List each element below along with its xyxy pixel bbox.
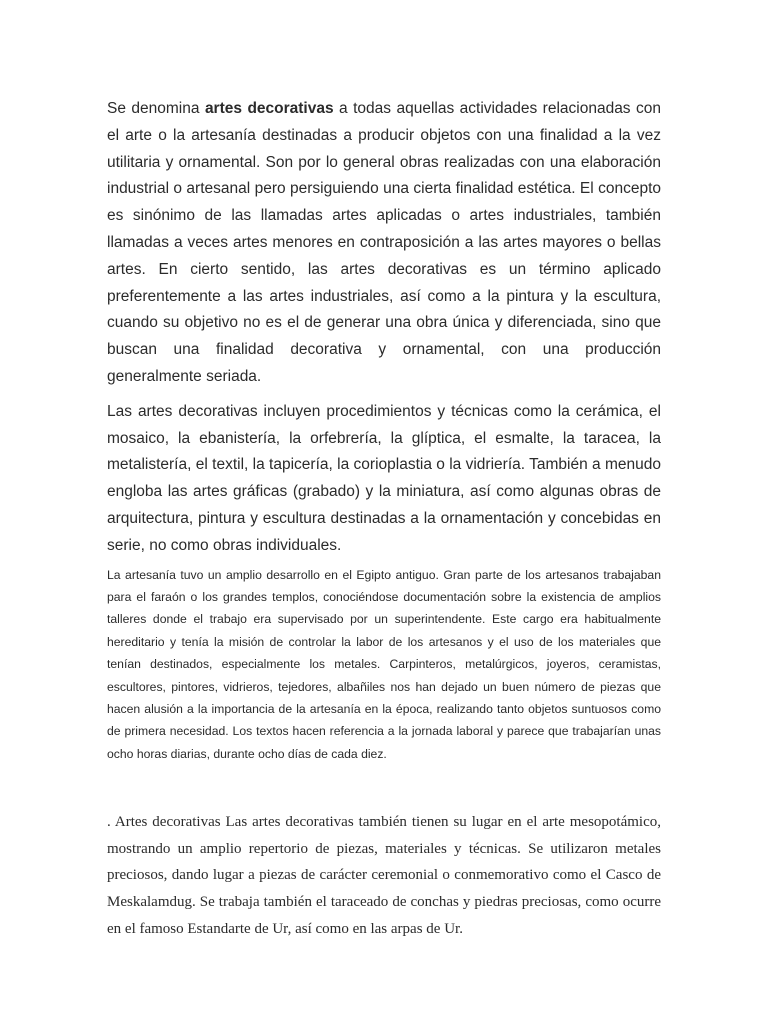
paragraph-mesopotamian-decorative-arts: . Artes decorativas Las artes decorativas también tienen su lugar en el arte mesopotámico, mostrando un amplio repertorio de piezas, materiales y técnicas. Se utilizaron metales preciosos, dando lugar a piezas de carácter ceremonial o conmemorativo como el Casco de Meskalamdug. Se trabaja también el taraceado de conchas y piedras preciosas, como ocurre en el famoso Estandarte de Ur, así como en las arpas de Ur. [107, 814, 661, 937]
paragraph-1-body: a todas aquellas actividades relacionadas con el arte o la artesanía destinadas a producir objetos con una finalidad a la vez utilitaria y ornamental. Son por lo general obras realizadas con una elaboración industrial o artesanal pero persiguiendo una cierta finalidad estética. El concepto es sinónimo de las llamadas artes aplicadas o artes industriales, también llamadas a veces artes menores en contraposición a las artes mayores o bellas artes. En cierto sentido, las artes decorativas es un término aplicado preferentemente a las artes industriales, así como a la pintura y la escultura, cuando su objetivo no es el de generar una obra única y diferenciada, sino que buscan una finalidad decorativa y ornamental, con una producción generalmente seriada. [107, 100, 661, 385]
term-artes-decorativas: artes decorativas [204, 100, 334, 117]
paragraph-1-intro: Se denomina [107, 100, 205, 117]
paragraph-egypt-artisans: La artesanía tuvo un amplio desarrollo en el Egipto antiguo. Gran parte de los artesanos trabajaban para el faraón o los grandes templos, conociéndose documentación sobre la existencia de amplios talleres donde el trabajo era supervisado por un superintendente. Este cargo era habitualmente hereditario y tenía la misión de controlar la labor de los artesanos y el uso de los materiales que tenían destinados, especialmente los metales. Carpinteros, metalúrgicos, joyeros, ceramistas, escultores, pintores, vidrieros, tejedores, albañiles nos han dejado un buen número de piezas que hacen alusión a la importancia de la artesanía en la época, realizando tanto objetos suntuosos como de primera necesidad. Los textos hacen referencia a la jornada laboral y parece que trabajarían unas ocho horas diarias, durante ocho días de cada diez. [107, 567, 661, 761]
document-page [107, 96, 661, 942]
paragraph-artes-decorativas-techniques: Las artes decorativas incluyen procedimientos y técnicas como la cerámica, el mosaico, la ebanistería, la orfebrería, la glíptica, el esmalte, la taracea, la metalistería, el textil, la tapicería, la corioplastia o la vidriería. También a menudo engloba las artes gráficas (grabado) y la miniatura, así como algunas obras de arquitectura, pintura y escultura destinadas a la ornamentación y concebidas en serie, no como obras individuales. [107, 402, 661, 554]
paragraph-artes-decorativas-definition [107, 96, 661, 391]
